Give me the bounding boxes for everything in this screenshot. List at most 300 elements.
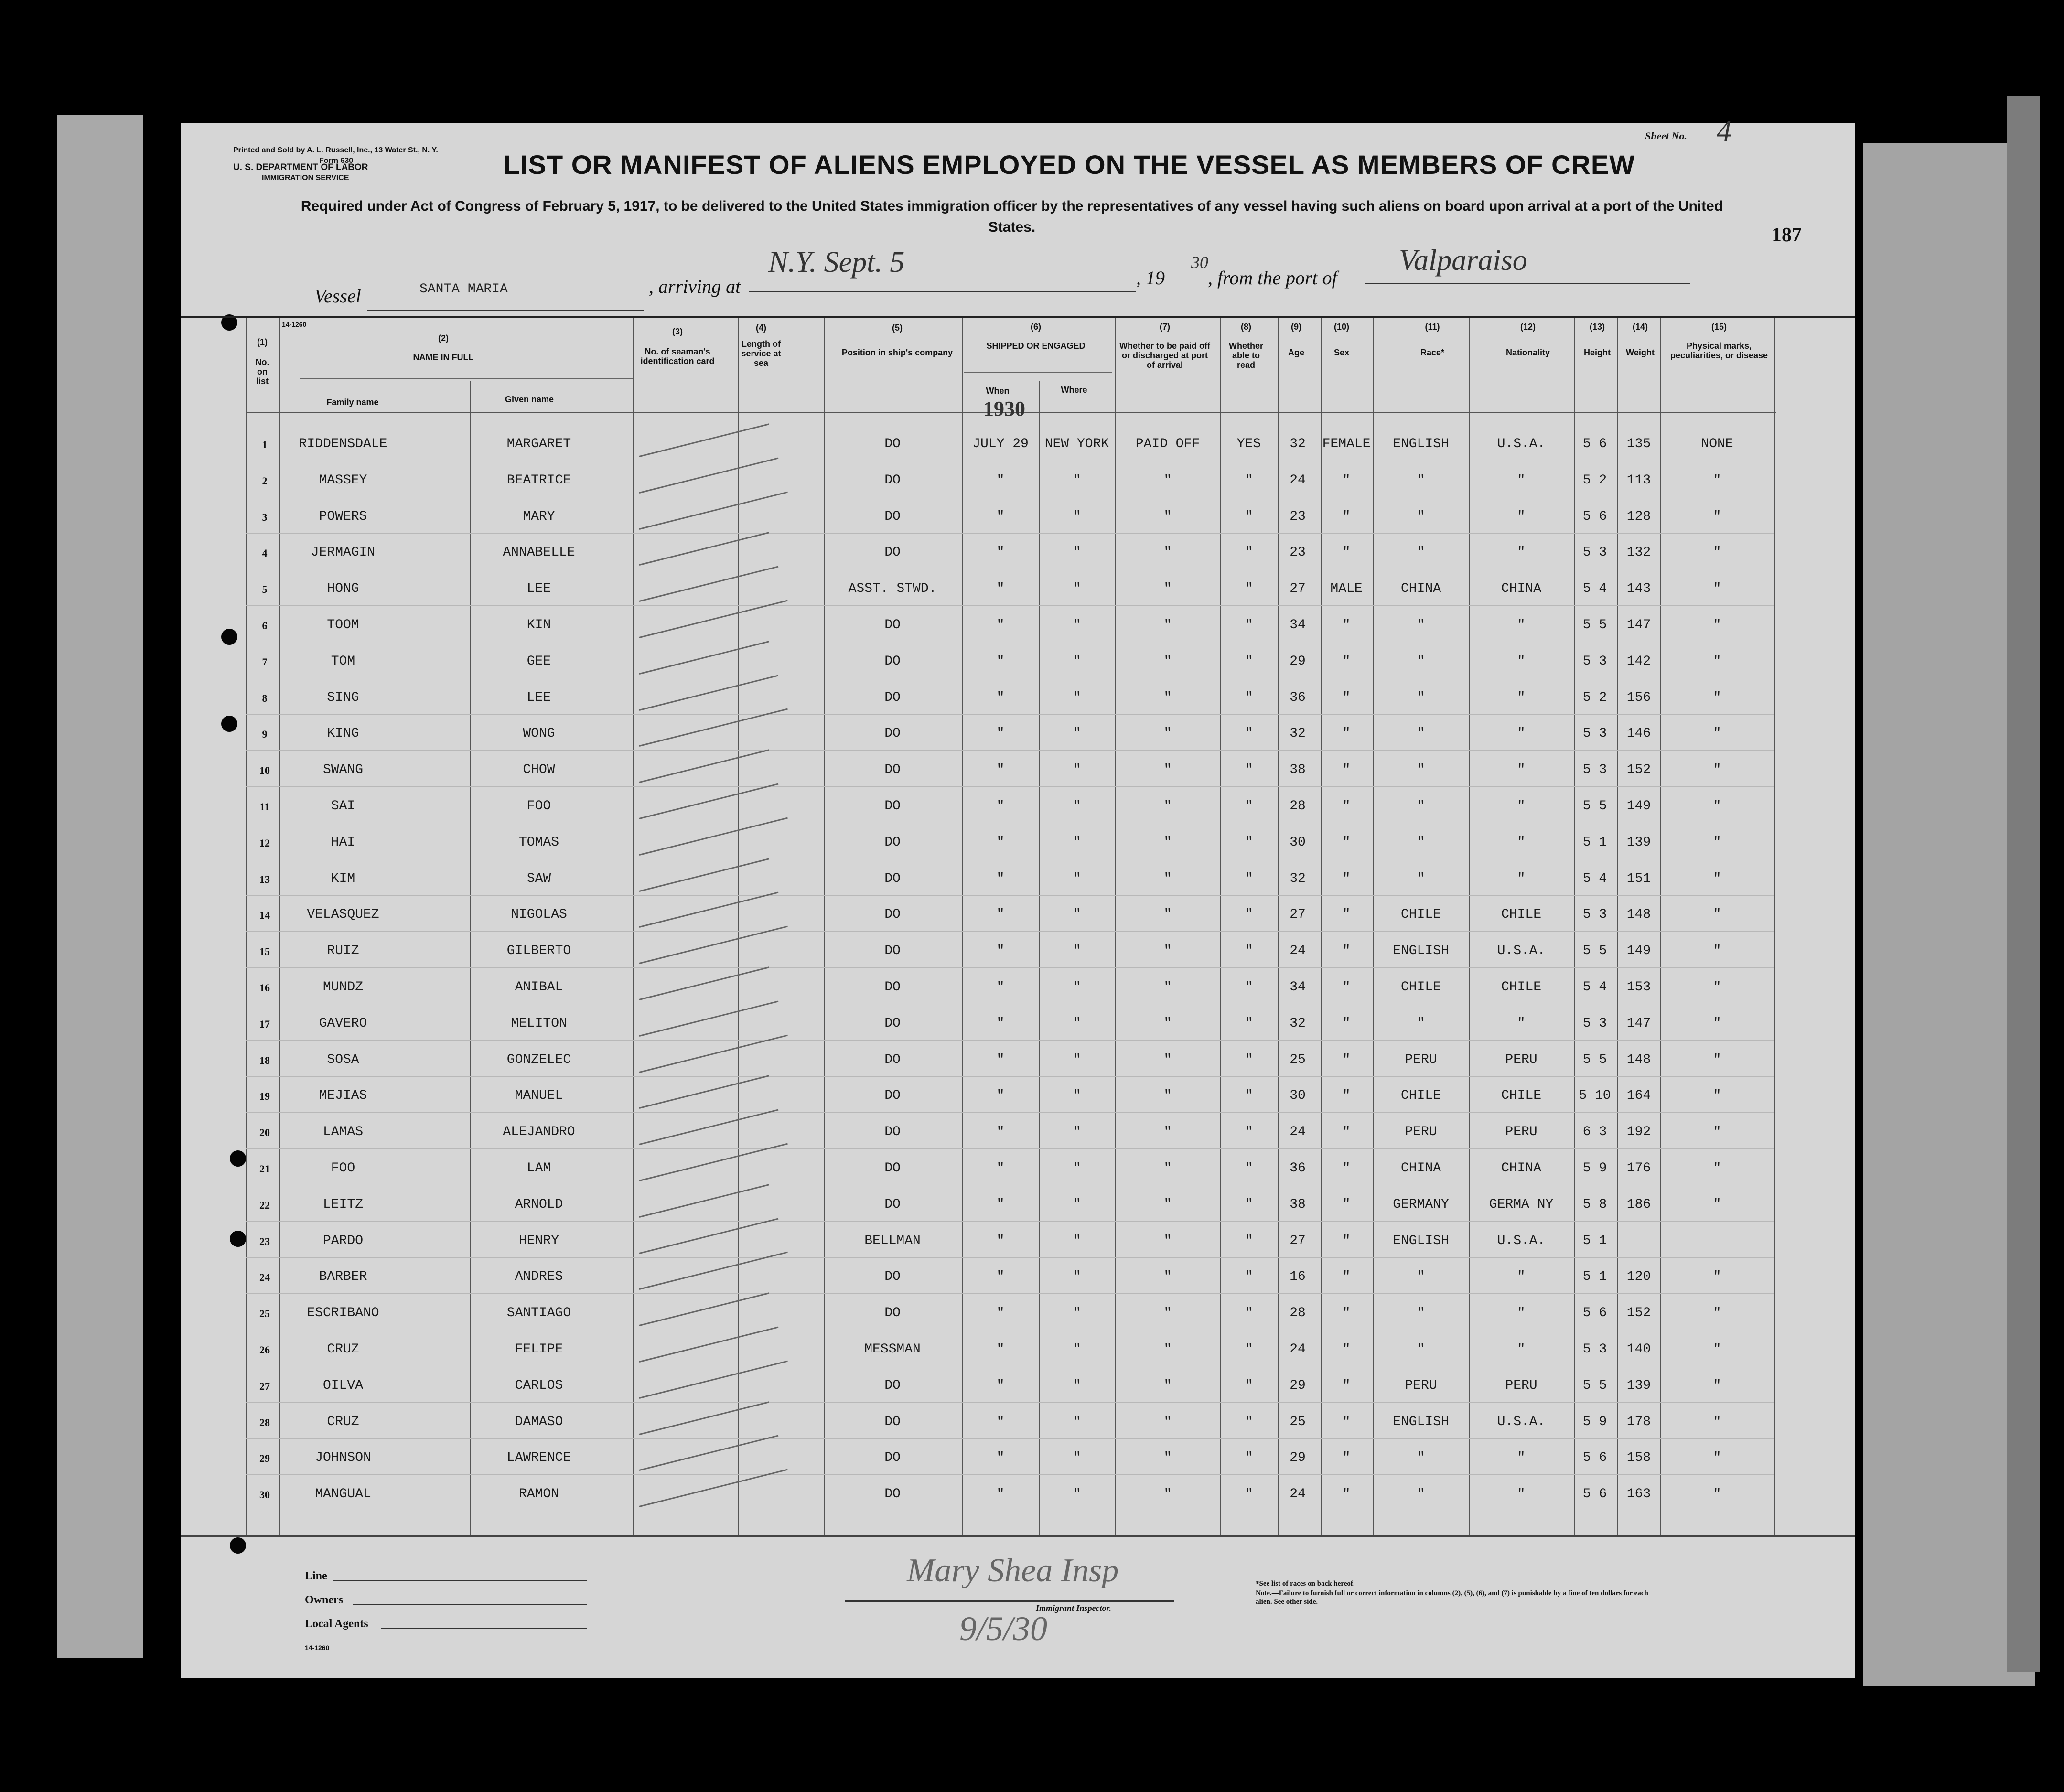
paid-off-cell: " xyxy=(1163,654,1172,669)
weight-cell: 158 xyxy=(1626,1450,1651,1466)
sex-cell: " xyxy=(1342,1342,1351,1357)
table-bottom-rule xyxy=(181,1535,1855,1537)
weight-cell: 149 xyxy=(1626,944,1651,959)
physical-marks-cell: " xyxy=(1713,871,1721,886)
race-cell: " xyxy=(1417,835,1425,850)
family-name-cell: HONG xyxy=(327,581,359,597)
able-to-read-cell: " xyxy=(1245,944,1253,959)
height-cell: 6 3 xyxy=(1582,1125,1607,1140)
row-number-cell: 8 xyxy=(262,692,268,704)
race-cell: CHILE xyxy=(1400,1088,1441,1104)
position-cell: DO xyxy=(884,835,901,850)
able-to-read-cell: " xyxy=(1245,545,1253,560)
height-cell: 5 1 xyxy=(1582,1233,1607,1248)
name-header-rule xyxy=(300,378,634,379)
column-divider xyxy=(1115,318,1116,1536)
shipped-when-cell: " xyxy=(996,1016,1005,1031)
race-cell: " xyxy=(1417,1342,1425,1357)
height-cell: 5 9 xyxy=(1582,1161,1607,1176)
race-cell: " xyxy=(1417,799,1425,814)
given-name-header: Given name xyxy=(505,395,554,404)
row-number-cell: 2 xyxy=(262,474,268,487)
given-name-cell: GILBERTO xyxy=(506,944,571,959)
sex-cell: " xyxy=(1342,871,1351,886)
position-cell: DO xyxy=(884,437,901,451)
given-name-cell: LEE xyxy=(527,581,551,597)
family-name-cell: SAI xyxy=(331,799,355,814)
height-cell: 5 10 xyxy=(1579,1088,1611,1104)
physical-marks-cell: " xyxy=(1713,1487,1721,1502)
row-rule xyxy=(246,1221,1774,1222)
race-cell: " xyxy=(1417,545,1425,560)
height-cell: 5 4 xyxy=(1582,980,1607,995)
weight-cell: 152 xyxy=(1626,1306,1651,1321)
race-cell: GERMANY xyxy=(1393,1197,1449,1212)
given-name-cell: WONG xyxy=(523,726,555,741)
when-header: When xyxy=(986,386,1010,396)
row-number-cell: 3 xyxy=(262,511,268,523)
printer-line: Printed and Sold by A. L. Russell, Inc., 13 Water St., N. Y. xyxy=(233,146,438,154)
shipped-when-cell: " xyxy=(996,835,1005,850)
family-name-cell: LEITZ xyxy=(322,1197,364,1212)
age-cell: 34 xyxy=(1290,618,1306,633)
sex-cell: " xyxy=(1342,1487,1351,1502)
line-label: Line xyxy=(305,1570,327,1582)
sex-cell: " xyxy=(1342,1197,1351,1212)
able-to-read-cell: " xyxy=(1245,1378,1253,1393)
race-cell: ENGLISH xyxy=(1393,437,1449,451)
row-number-cell: 15 xyxy=(259,945,270,958)
able-to-read-cell: " xyxy=(1245,1197,1253,1212)
given-name-cell: LEE xyxy=(527,690,551,705)
form-number: Form 630 xyxy=(319,157,354,165)
nationality-cell: PERU xyxy=(1505,1378,1537,1393)
physical-marks-cell: " xyxy=(1713,726,1721,741)
weight-cell: 152 xyxy=(1626,762,1651,778)
column-divider xyxy=(470,381,471,1536)
age-cell: 16 xyxy=(1290,1269,1306,1285)
arriving-underline xyxy=(749,291,1136,292)
shipped-where-cell: " xyxy=(1073,472,1081,488)
row-number-cell: 17 xyxy=(259,1018,270,1030)
shipped-where-cell: " xyxy=(1073,871,1081,886)
row-number-cell: 25 xyxy=(259,1308,270,1320)
paid-off-cell: PAID OFF xyxy=(1135,437,1200,451)
family-name-cell: VELASQUEZ xyxy=(307,907,379,923)
row-rule xyxy=(246,931,1774,932)
age-cell: 28 xyxy=(1290,1306,1306,1321)
from-port-label: , from the port of xyxy=(1208,267,1337,289)
given-name-cell: MARGARET xyxy=(506,437,571,451)
height-cell: 5 5 xyxy=(1582,799,1607,814)
column-divider xyxy=(1660,318,1661,1536)
column-divider xyxy=(1373,318,1374,1536)
height-cell: 5 4 xyxy=(1582,871,1607,886)
weight-cell: 147 xyxy=(1626,1016,1651,1031)
age-cell: 24 xyxy=(1290,1487,1306,1502)
row-rule xyxy=(246,1474,1774,1475)
weight-cell: 156 xyxy=(1626,690,1651,705)
sex-cell: " xyxy=(1342,545,1351,560)
physical-marks-cell: " xyxy=(1713,690,1721,705)
age-cell: 29 xyxy=(1290,654,1306,669)
shipped-when-cell: " xyxy=(996,871,1005,886)
shipped-when-cell: " xyxy=(996,762,1005,778)
height-cell: 5 9 xyxy=(1582,1414,1607,1429)
physical-marks-cell: " xyxy=(1713,618,1721,633)
footer-form-code: 14-1260 xyxy=(305,1644,330,1652)
family-name-cell: POWERS xyxy=(319,509,367,524)
checkmark-icon xyxy=(639,423,769,457)
age-cell: 32 xyxy=(1290,871,1306,886)
able-to-read-cell: " xyxy=(1245,1125,1253,1140)
height-cell: 5 5 xyxy=(1582,618,1607,633)
nationality-cell: CHILE xyxy=(1501,1088,1542,1104)
physical-marks-cell: " xyxy=(1713,944,1721,959)
family-name-cell: RIDDENSDALE xyxy=(299,437,387,451)
position-cell: DO xyxy=(884,871,901,886)
family-name-cell: PARDO xyxy=(322,1233,364,1248)
shipped-when-cell: " xyxy=(996,944,1005,959)
row-rule xyxy=(246,1438,1774,1439)
race-cell: PERU xyxy=(1405,1378,1437,1393)
weight-cell: 140 xyxy=(1626,1342,1651,1357)
shipped-where-cell: " xyxy=(1073,799,1081,814)
nationality-cell: " xyxy=(1517,1487,1526,1502)
row-rule xyxy=(246,750,1774,751)
checkmark-icon xyxy=(639,675,779,710)
race-cell: " xyxy=(1417,1306,1425,1321)
col10-num: (10) xyxy=(1333,322,1349,332)
checkmark-icon xyxy=(639,641,769,675)
col14-header: Weight xyxy=(1626,348,1655,357)
shipped-when-cell: " xyxy=(996,1161,1005,1176)
paid-off-cell: " xyxy=(1163,581,1172,597)
age-cell: 30 xyxy=(1290,835,1306,850)
checkmark-icon xyxy=(639,1401,769,1435)
shipped-where-cell: " xyxy=(1073,690,1081,705)
height-cell: 5 3 xyxy=(1582,762,1607,778)
physical-marks-cell: " xyxy=(1713,654,1721,669)
position-cell: DO xyxy=(884,1016,901,1031)
nationality-cell: " xyxy=(1517,1269,1526,1285)
shipped-where-cell: " xyxy=(1073,1306,1081,1321)
row-number-cell: 18 xyxy=(259,1054,270,1066)
shipped-where-cell: " xyxy=(1073,726,1081,741)
race-cell: " xyxy=(1417,509,1425,524)
col7-num: (7) xyxy=(1160,322,1170,332)
checkmark-icon xyxy=(639,1326,779,1362)
vessel-label: Vessel xyxy=(314,285,361,307)
vessel-underline xyxy=(367,310,644,311)
weight-cell: 148 xyxy=(1626,907,1651,923)
age-cell: 25 xyxy=(1290,1414,1306,1429)
column-divider xyxy=(1039,381,1040,1536)
physical-marks-cell: " xyxy=(1713,1414,1721,1429)
shipped-when-cell: " xyxy=(996,1197,1005,1212)
weight-cell: 186 xyxy=(1626,1197,1651,1212)
row-number-cell: 12 xyxy=(259,837,270,849)
position-cell: DO xyxy=(884,618,901,633)
nationality-cell: U.S.A. xyxy=(1497,437,1546,451)
physical-marks-cell: " xyxy=(1713,581,1721,597)
sex-cell: " xyxy=(1342,762,1351,778)
sex-cell: " xyxy=(1342,1088,1351,1104)
height-cell: 5 3 xyxy=(1582,654,1607,669)
family-name-cell: MUNDZ xyxy=(322,980,364,995)
row-rule xyxy=(246,605,1774,606)
sex-cell: " xyxy=(1342,835,1351,850)
col4-header: Length of service at sea xyxy=(741,339,781,368)
height-cell: 5 5 xyxy=(1582,1378,1607,1393)
arriving-value: N.Y. Sept. 5 xyxy=(768,246,905,279)
column-divider xyxy=(1469,318,1470,1536)
age-cell: 29 xyxy=(1290,1378,1306,1393)
given-name-cell: GONZELEC xyxy=(506,1052,571,1067)
row-number-cell: 24 xyxy=(259,1271,270,1284)
height-cell: 5 6 xyxy=(1582,1306,1607,1321)
shipped-when-cell: " xyxy=(996,980,1005,995)
family-name-cell: SWANG xyxy=(322,762,364,778)
nationality-cell: " xyxy=(1517,1450,1526,1466)
age-cell: 34 xyxy=(1290,980,1306,995)
year-prefix: , 19 xyxy=(1136,267,1165,289)
row-rule xyxy=(246,1112,1774,1113)
row-number-cell: 9 xyxy=(262,728,268,740)
height-cell: 5 3 xyxy=(1582,726,1607,741)
row-rule xyxy=(246,895,1774,896)
family-name-cell: TOOM xyxy=(327,618,359,633)
race-cell: CHILE xyxy=(1400,907,1441,923)
sex-cell: " xyxy=(1342,509,1351,524)
paid-off-cell: " xyxy=(1163,1378,1172,1393)
physical-marks-cell: " xyxy=(1713,1052,1721,1067)
row-number-cell: 26 xyxy=(259,1344,270,1356)
nationality-cell: U.S.A. xyxy=(1497,944,1546,959)
able-to-read-cell: " xyxy=(1245,1269,1253,1285)
age-cell: 38 xyxy=(1290,1197,1306,1212)
col7-header: Whether to be paid off or discharged at port of arrival xyxy=(1119,341,1210,370)
physical-marks-cell: " xyxy=(1713,472,1721,488)
family-name-cell: JOHNSON xyxy=(315,1450,371,1466)
able-to-read-cell: " xyxy=(1245,799,1253,814)
age-cell: 30 xyxy=(1290,1088,1306,1104)
col11-header: Race* xyxy=(1420,348,1445,357)
col11-num: (11) xyxy=(1425,322,1440,332)
sheet-number-label: Sheet No. xyxy=(1645,130,1687,142)
row-rule xyxy=(246,786,1774,787)
shipped-where-cell: " xyxy=(1073,944,1081,959)
given-name-cell: HENRY xyxy=(518,1233,559,1248)
race-cell: " xyxy=(1417,1450,1425,1466)
page-title: LIST OR MANIFEST OF ALIENS EMPLOYED ON THE VESSEL AS MEMBERS OF CREW xyxy=(503,150,1635,180)
age-cell: 24 xyxy=(1290,944,1306,959)
race-cell: CHILE xyxy=(1400,980,1441,995)
family-name-cell: SING xyxy=(327,690,359,705)
col3-num: (3) xyxy=(672,327,683,336)
shipped-when-cell: " xyxy=(996,1487,1005,1502)
shipped-where-cell: " xyxy=(1073,907,1081,923)
paid-off-cell: " xyxy=(1163,799,1172,814)
col5-num: (5) xyxy=(892,323,903,333)
paid-off-cell: " xyxy=(1163,1306,1172,1321)
row-number-cell: 23 xyxy=(259,1235,270,1247)
able-to-read-cell: YES xyxy=(1236,437,1261,451)
given-name-cell: NIGOLAS xyxy=(511,907,567,923)
nationality-cell: CHILE xyxy=(1501,907,1542,923)
given-name-cell: MARY xyxy=(523,509,555,524)
given-name-cell: ANNABELLE xyxy=(503,545,575,560)
paid-off-cell: " xyxy=(1163,1016,1172,1031)
physical-marks-cell: " xyxy=(1713,509,1721,524)
sex-cell: " xyxy=(1342,654,1351,669)
able-to-read-cell: " xyxy=(1245,1233,1253,1248)
paid-off-cell: " xyxy=(1163,690,1172,705)
local-agents-label: Local Agents xyxy=(305,1618,368,1630)
punch-hole xyxy=(230,1150,246,1167)
row-rule xyxy=(246,1402,1774,1403)
row-number-cell: 6 xyxy=(262,620,268,632)
weight-cell: 139 xyxy=(1626,1378,1651,1393)
weight-cell: 164 xyxy=(1626,1088,1651,1104)
age-cell: 23 xyxy=(1290,545,1306,560)
race-cell: PERU xyxy=(1405,1052,1437,1067)
nationality-cell: " xyxy=(1517,1342,1526,1357)
year-annotation: 1930 xyxy=(983,397,1025,420)
shipped-when-cell: " xyxy=(996,472,1005,488)
physical-marks-cell: " xyxy=(1713,799,1721,814)
checkmark-icon xyxy=(639,1184,769,1218)
paid-off-cell: " xyxy=(1163,762,1172,778)
position-cell: DO xyxy=(884,472,901,488)
race-cell: CHINA xyxy=(1400,1161,1441,1176)
race-cell: " xyxy=(1417,1487,1425,1502)
race-cell: " xyxy=(1417,618,1425,633)
position-cell: DO xyxy=(884,1088,901,1104)
punch-hole xyxy=(230,1231,246,1247)
able-to-read-cell: " xyxy=(1245,1161,1253,1176)
column-divider xyxy=(738,318,739,1536)
paid-off-cell: " xyxy=(1163,1487,1172,1502)
checkmark-icon xyxy=(639,532,769,566)
able-to-read-cell: " xyxy=(1245,690,1253,705)
weight-cell: 135 xyxy=(1626,437,1651,451)
given-name-cell: LAWRENCE xyxy=(506,1450,571,1466)
nationality-cell: GERMA NY xyxy=(1489,1197,1554,1212)
sex-cell: " xyxy=(1342,1016,1351,1031)
shipped-when-cell: " xyxy=(996,509,1005,524)
family-name-cell: MEJIAS xyxy=(319,1088,367,1104)
able-to-read-cell: " xyxy=(1245,726,1253,741)
weight-cell: 149 xyxy=(1626,799,1651,814)
able-to-read-cell: " xyxy=(1245,509,1253,524)
shipped-where-cell: " xyxy=(1073,545,1081,560)
given-name-cell: CHOW xyxy=(523,762,555,778)
shipped-where-cell: " xyxy=(1073,1125,1081,1140)
race-cell: " xyxy=(1417,654,1425,669)
position-cell: DO xyxy=(884,1306,901,1321)
department: U. S. DEPARTMENT OF LABOR xyxy=(233,162,368,172)
able-to-read-cell: " xyxy=(1245,1414,1253,1429)
col3-header: No. of seaman's identification card xyxy=(640,347,715,366)
checkmark-icon xyxy=(639,783,779,819)
given-name-cell: DAMASO xyxy=(515,1414,563,1429)
sex-cell: " xyxy=(1342,726,1351,741)
paid-off-cell: " xyxy=(1163,871,1172,886)
given-name-cell: BEATRICE xyxy=(506,472,571,488)
nationality-cell: PERU xyxy=(1505,1125,1537,1140)
race-cell: ENGLISH xyxy=(1393,944,1449,959)
paid-off-cell: " xyxy=(1163,907,1172,923)
checkmark-icon xyxy=(639,1109,779,1145)
height-cell: 5 6 xyxy=(1582,1487,1607,1502)
shipped-when-cell: " xyxy=(996,799,1005,814)
physical-marks-cell: NONE xyxy=(1701,437,1733,451)
age-cell: 32 xyxy=(1290,437,1306,451)
physical-marks-cell: " xyxy=(1713,835,1721,850)
paid-off-cell: " xyxy=(1163,1414,1172,1429)
column-divider xyxy=(1617,318,1618,1536)
given-name-cell: MELITON xyxy=(511,1016,567,1031)
shipped-when-cell: " xyxy=(996,726,1005,741)
given-name-cell: SANTIAGO xyxy=(506,1306,571,1321)
sex-cell: " xyxy=(1342,980,1351,995)
row-number-cell: 11 xyxy=(259,801,270,813)
family-name-cell: HAI xyxy=(331,835,355,850)
position-cell: DO xyxy=(884,944,901,959)
able-to-read-cell: " xyxy=(1245,618,1253,633)
paid-off-cell: " xyxy=(1163,1197,1172,1212)
family-name-cell: JERMAGIN xyxy=(311,545,376,560)
age-cell: 36 xyxy=(1290,690,1306,705)
family-name-header: Family name xyxy=(326,397,379,407)
row-rule xyxy=(246,1040,1774,1041)
position-cell: DO xyxy=(884,690,901,705)
sheet-number: 4 xyxy=(1717,115,1731,148)
nationality-cell: CHINA xyxy=(1501,581,1542,597)
row-rule xyxy=(246,1257,1774,1258)
column-divider xyxy=(246,318,247,1536)
paid-off-cell: " xyxy=(1163,980,1172,995)
physical-marks-cell: " xyxy=(1713,1197,1721,1212)
nationality-cell: " xyxy=(1517,654,1526,669)
col15-header: Physical marks, peculiarities, or disease xyxy=(1670,341,1768,360)
position-cell: DO xyxy=(884,1487,901,1502)
family-name-cell: FOO xyxy=(331,1161,355,1176)
checkmark-icon xyxy=(639,892,779,928)
race-cell: " xyxy=(1417,871,1425,886)
family-name-cell: MASSEY xyxy=(319,472,367,488)
shipped-when-cell: " xyxy=(996,1306,1005,1321)
column-divider xyxy=(962,318,963,1536)
shipped-when-cell: " xyxy=(996,907,1005,923)
nationality-cell: " xyxy=(1517,799,1526,814)
races-note: *See list of races on back hereof. xyxy=(1256,1580,1355,1588)
family-name-cell: CRUZ xyxy=(327,1414,359,1429)
col8-num: (8) xyxy=(1241,322,1251,332)
penalty-note: Note.—Failure to furnish full or correct information in columns (2), (5), (6), and (7) is punishable by a fine of ten dollars for each alien. See other side. xyxy=(1256,1589,1648,1606)
able-to-read-cell: " xyxy=(1245,980,1253,995)
paid-off-cell: " xyxy=(1163,1161,1172,1176)
paid-off-cell: " xyxy=(1163,618,1172,633)
position-cell: DO xyxy=(884,509,901,524)
inspector-signature: Mary Shea Insp xyxy=(907,1552,1119,1589)
nationality-cell: " xyxy=(1517,509,1526,524)
family-name-cell: SOSA xyxy=(327,1052,359,1067)
row-number-cell: 5 xyxy=(262,583,268,596)
col5-header: Position in ship's company xyxy=(841,348,953,357)
shipped-when-cell: " xyxy=(996,1088,1005,1104)
